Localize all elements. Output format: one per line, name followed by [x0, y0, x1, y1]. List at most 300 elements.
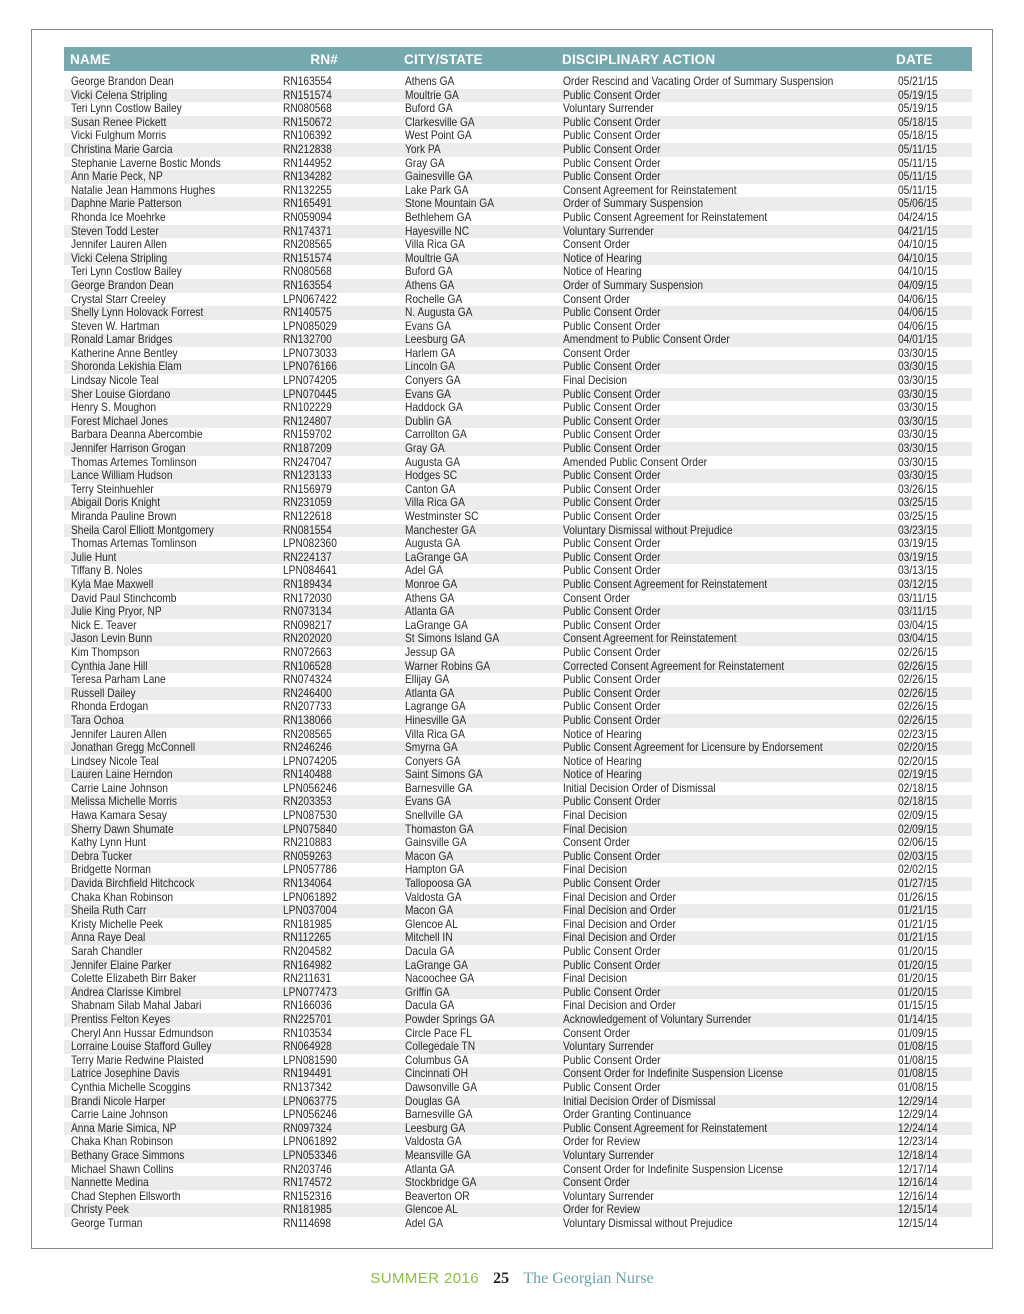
cell-name-text: Barbara Deanna Abercombie	[71, 428, 203, 442]
cell-name-text: Cynthia Michelle Scoggins	[71, 1080, 191, 1094]
cell-date-text: 03/11/15	[898, 591, 937, 605]
cell-city-state-text: LaGrange GA	[405, 958, 468, 972]
cell-name	[64, 1149, 276, 1163]
cell-date-text: 04/06/15	[898, 306, 938, 320]
cell-name-text: Carrie Laine Johnson	[71, 1108, 168, 1122]
cell-name	[64, 1176, 276, 1190]
cell-name	[64, 782, 276, 796]
cell-action-text: Public Consent Order	[563, 877, 661, 891]
cell-date	[894, 714, 972, 728]
cell-rn-text: RN059094	[283, 210, 332, 224]
cell-action-text: Public Consent Order	[563, 537, 661, 551]
cell-rn-text: LPN061892	[283, 1135, 337, 1149]
cell-city-state-text: Leesburg GA	[405, 333, 466, 347]
cell-city-state-text: Augusta GA	[405, 455, 461, 469]
cell-action	[556, 537, 894, 551]
cell-rn-text: RN187209	[283, 442, 332, 456]
cell-name	[64, 197, 276, 211]
cell-date	[894, 75, 972, 89]
cell-city-state	[398, 809, 556, 823]
cell-date-text: 02/18/15	[898, 795, 938, 809]
table-row	[64, 904, 972, 918]
cell-city-state	[398, 823, 556, 837]
cell-name-text: Jennifer Lauren Allen	[71, 238, 167, 252]
cell-date	[894, 1122, 972, 1136]
cell-name	[64, 945, 276, 959]
cell-date	[894, 660, 972, 674]
cell-city-state	[398, 1122, 556, 1136]
cell-rn-text: RN172030	[283, 591, 332, 605]
cell-rn	[276, 1027, 398, 1041]
table-row	[64, 673, 972, 687]
cell-rn	[276, 877, 398, 891]
cell-name-text: Ann Marie Peck, NP	[71, 170, 163, 184]
cell-name	[64, 1122, 276, 1136]
cell-name	[64, 891, 276, 905]
cell-action	[556, 102, 894, 116]
cell-rn	[276, 333, 398, 347]
cell-rn	[276, 850, 398, 864]
cell-rn-text: RN122618	[283, 510, 332, 523]
cell-name	[64, 619, 276, 633]
footer-season: SUMMER 2016	[370, 1270, 479, 1287]
table-row	[64, 347, 972, 361]
table-row	[64, 1027, 972, 1041]
cell-rn	[276, 170, 398, 184]
cell-action-text: Final Decision	[563, 374, 628, 388]
cell-city-state-text: Dublin GA	[405, 414, 452, 428]
cell-action	[556, 129, 894, 143]
cell-date-text: 04/06/15	[898, 319, 938, 333]
header-date: DATE	[894, 47, 972, 71]
cell-name-text: Melissa Michelle Morris	[71, 795, 178, 809]
cell-date	[894, 564, 972, 578]
cell-city-state	[398, 1081, 556, 1095]
cell-name	[64, 524, 276, 538]
cell-city-state-text: Moultrie GA	[405, 251, 459, 265]
cell-name-text: Vicki Fulghum Morris	[71, 129, 167, 143]
cell-city-state-text: Hodges SC	[405, 469, 458, 483]
cell-city-state	[398, 524, 556, 538]
cell-date-text: 04/09/15	[898, 278, 938, 292]
cell-action-text: Public Consent Order	[563, 428, 661, 442]
cell-rn	[276, 510, 398, 524]
cell-date	[894, 333, 972, 347]
cell-rn	[276, 646, 398, 660]
table-row	[64, 469, 972, 483]
cell-date	[894, 700, 972, 714]
cell-date-text: 01/20/15	[898, 972, 938, 986]
cell-city-state	[398, 551, 556, 565]
cell-rn-text: RN140488	[283, 768, 332, 782]
cell-rn-text: RN203746	[283, 1162, 332, 1176]
cell-date-text: 05/21/15	[898, 75, 938, 88]
cell-date-text: 01/21/15	[898, 917, 938, 931]
cell-name	[64, 700, 276, 714]
cell-action-text: Consent Order	[563, 238, 630, 252]
cell-name	[64, 1108, 276, 1122]
cell-name	[64, 102, 276, 116]
table-row	[64, 197, 972, 211]
cell-date	[894, 442, 972, 456]
cell-name-text: Kathy Lynn Hunt	[71, 836, 147, 850]
cell-action-text: Final Decision	[563, 822, 628, 836]
cell-city-state-text: Columbus GA	[405, 1053, 469, 1067]
cell-action	[556, 782, 894, 796]
cell-date	[894, 1149, 972, 1163]
table-row	[64, 646, 972, 660]
cell-name-text: Bethany Grace Simmons	[71, 1148, 185, 1162]
cell-date	[894, 578, 972, 592]
cell-date	[894, 1135, 972, 1149]
cell-name-text: Forest Michael Jones	[71, 414, 168, 428]
cell-name-text: Crystal Starr Creeley	[71, 292, 166, 306]
cell-rn	[276, 211, 398, 225]
cell-rn-text: RN134282	[283, 170, 332, 184]
cell-city-state-text: Athens GA	[405, 278, 455, 292]
table-row	[64, 333, 972, 347]
cell-action	[556, 1122, 894, 1136]
cell-rn-text: LPN075840	[283, 822, 337, 836]
cell-city-state-text: Buford GA	[405, 265, 453, 279]
cell-rn-text: RN132700	[283, 333, 332, 347]
cell-date	[894, 1190, 972, 1204]
cell-action	[556, 918, 894, 932]
cell-action	[556, 143, 894, 157]
cell-action	[556, 1135, 894, 1149]
cell-city-state-text: Rochelle GA	[405, 292, 463, 306]
cell-action-text: Consent Order for Indefinite Suspension License	[563, 1162, 784, 1176]
cell-rn	[276, 374, 398, 388]
cell-name-text: Andrea Clarisse Kimbrel	[71, 985, 182, 999]
cell-action	[556, 850, 894, 864]
cell-rn-text: RN174572	[283, 1176, 332, 1190]
cell-date	[894, 170, 972, 184]
cell-city-state-text: Westminster SC	[405, 510, 479, 523]
cell-action	[556, 225, 894, 239]
cell-date-text: 05/11/15	[898, 142, 937, 156]
cell-date	[894, 972, 972, 986]
cell-rn-text: RN174371	[283, 224, 332, 238]
cell-date-text: 04/06/15	[898, 292, 938, 306]
cell-name	[64, 660, 276, 674]
cell-name-text: Steven Todd Lester	[71, 224, 159, 238]
cell-action	[556, 605, 894, 619]
cell-name	[64, 1163, 276, 1177]
cell-rn-text: LPN056246	[283, 1108, 337, 1122]
cell-rn	[276, 687, 398, 701]
cell-name-text: Russell Dailey	[71, 686, 136, 700]
cell-action-text: Public Consent Agreement for Reinstatement	[563, 577, 768, 591]
cell-date-text: 05/11/15	[898, 156, 937, 170]
table-row	[64, 170, 972, 184]
cell-rn-text: RN246246	[283, 741, 332, 755]
cell-rn	[276, 728, 398, 742]
cell-date-text: 01/20/15	[898, 985, 938, 999]
cell-city-state	[398, 863, 556, 877]
cell-date-text: 03/30/15	[898, 455, 938, 469]
cell-city-state	[398, 89, 556, 103]
cell-name	[64, 1190, 276, 1204]
cell-date	[894, 551, 972, 565]
cell-action	[556, 619, 894, 633]
cell-action-text: Public Consent Order	[563, 985, 661, 999]
cell-date-text: 02/26/15	[898, 659, 938, 673]
cell-name	[64, 850, 276, 864]
cell-action-text: Consent Order	[563, 346, 630, 360]
cell-rn	[276, 564, 398, 578]
cell-name	[64, 415, 276, 429]
cell-rn	[276, 945, 398, 959]
header-name: NAME	[64, 47, 276, 71]
cell-date-text: 03/23/15	[898, 523, 938, 537]
cell-city-state-text: St Simons Island GA	[405, 632, 500, 646]
cell-action	[556, 1149, 894, 1163]
cell-date-text: 04/21/15	[898, 224, 938, 238]
cell-action-text: Public Consent Agreement for Reinstatement	[563, 210, 768, 224]
cell-date-text: 01/09/15	[898, 1026, 938, 1040]
cell-date-text: 12/17/14	[898, 1162, 938, 1176]
table-row	[64, 795, 972, 809]
cell-name	[64, 456, 276, 470]
cell-action	[556, 184, 894, 198]
cell-action	[556, 116, 894, 130]
cell-action	[556, 891, 894, 905]
cell-action-text: Public Consent Order	[563, 618, 661, 632]
cell-date	[894, 306, 972, 320]
cell-name-text: Tara Ochoa	[71, 713, 124, 727]
cell-action	[556, 1190, 894, 1204]
cell-name	[64, 170, 276, 184]
cell-rn	[276, 238, 398, 252]
cell-rn	[276, 1095, 398, 1109]
cell-rn	[276, 1013, 398, 1027]
cell-action-text: Public Consent Order	[563, 142, 661, 156]
cell-date	[894, 1176, 972, 1190]
cell-action	[556, 687, 894, 701]
cell-city-state	[398, 374, 556, 388]
cell-rn-text: RN163554	[283, 75, 332, 88]
cell-rn-text: RN098217	[283, 618, 332, 632]
cell-action	[556, 320, 894, 334]
cell-action	[556, 1027, 894, 1041]
cell-action	[556, 999, 894, 1013]
cell-rn-text: RN203353	[283, 795, 332, 809]
cell-city-state	[398, 75, 556, 89]
cell-name	[64, 687, 276, 701]
cell-rn-text: RN194491	[283, 1067, 332, 1081]
cell-rn	[276, 660, 398, 674]
cell-action	[556, 945, 894, 959]
cell-name	[64, 401, 276, 415]
cell-name	[64, 265, 276, 279]
cell-rn	[276, 456, 398, 470]
cell-name	[64, 279, 276, 293]
cell-rn	[276, 252, 398, 266]
cell-city-state	[398, 1217, 556, 1231]
cell-action	[556, 333, 894, 347]
cell-name	[64, 469, 276, 483]
cell-rn	[276, 388, 398, 402]
cell-rn-text: LPN067422	[283, 292, 337, 306]
cell-city-state-text: Collegedale TN	[405, 1040, 476, 1054]
cell-city-state	[398, 891, 556, 905]
cell-city-state-text: Bethlehem GA	[405, 210, 472, 224]
cell-city-state-text: Atlanta GA	[405, 605, 455, 619]
cell-name-text: Terry Marie Redwine Plaisted	[71, 1053, 204, 1067]
cell-date	[894, 89, 972, 103]
cell-name	[64, 673, 276, 687]
cell-date-text: 12/23/14	[898, 1135, 938, 1149]
cell-name	[64, 592, 276, 606]
cell-rn-text: RN081554	[283, 523, 332, 537]
cell-date-text: 02/19/15	[898, 768, 938, 782]
cell-name-text: Lindsey Nicole Teal	[71, 754, 159, 768]
cell-date-text: 04/10/15	[898, 265, 938, 279]
cell-city-state	[398, 1040, 556, 1054]
cell-rn-text: RN159702	[283, 428, 332, 442]
cell-action-text: Voluntary Surrender	[563, 102, 654, 116]
cell-date-text: 03/25/15	[898, 496, 938, 510]
cell-name-text: Teri Lynn Costlow Bailey	[71, 265, 182, 279]
cell-date	[894, 116, 972, 130]
cell-rn-text: RN124807	[283, 414, 332, 428]
cell-action	[556, 1163, 894, 1177]
cell-date	[894, 728, 972, 742]
table-row	[64, 863, 972, 877]
cell-city-state-text: Dawsonville GA	[405, 1080, 478, 1094]
cell-name	[64, 918, 276, 932]
table-row	[64, 700, 972, 714]
cell-rn	[276, 116, 398, 130]
cell-city-state-text: Lake Park GA	[405, 183, 469, 197]
cell-name	[64, 428, 276, 442]
cell-date	[894, 863, 972, 877]
cell-date	[894, 320, 972, 334]
cell-name	[64, 741, 276, 755]
cell-name-text: Teri Lynn Costlow Bailey	[71, 102, 182, 116]
cell-date-text: 02/18/15	[898, 781, 938, 795]
cell-date	[894, 293, 972, 307]
cell-date-text: 04/01/15	[898, 333, 938, 347]
cell-action-text: Order Granting Continuance	[563, 1108, 692, 1122]
cell-rn	[276, 1108, 398, 1122]
cell-name-text: Katherine Anne Bentley	[71, 346, 178, 360]
cell-action-text: Public Consent Order	[563, 401, 661, 415]
cell-name	[64, 537, 276, 551]
cell-date-text: 02/03/15	[898, 849, 938, 863]
cell-date-text: 01/26/15	[898, 890, 938, 904]
cell-action-text: Public Consent Order	[563, 496, 661, 510]
cell-action	[556, 959, 894, 973]
cell-action-text: Final Decision and Order	[563, 999, 676, 1013]
cell-action-text: Initial Decision Order of Dismissal	[563, 781, 716, 795]
cell-rn-text: RN164982	[283, 958, 332, 972]
table-row	[64, 564, 972, 578]
cell-city-state-text: Barnesville GA	[405, 1108, 473, 1122]
cell-rn-text: LPN077473	[283, 985, 337, 999]
cell-name	[64, 225, 276, 239]
cell-rn-text: RN247047	[283, 455, 332, 469]
table-row	[64, 388, 972, 402]
cell-rn-text: RN080568	[283, 265, 332, 279]
cell-date-text: 03/30/15	[898, 401, 938, 415]
cell-name-text: Prentiss Felton Keyes	[71, 1012, 171, 1026]
cell-rn-text: RN073134	[283, 605, 332, 619]
cell-name	[64, 293, 276, 307]
cell-rn-text: LPN070445	[283, 387, 337, 401]
cell-date	[894, 225, 972, 239]
cell-city-state	[398, 646, 556, 660]
cell-city-state	[398, 714, 556, 728]
cell-date	[894, 252, 972, 266]
cell-city-state-text: Conyers GA	[405, 754, 461, 768]
cell-name-text: Chaka Khan Robinson	[71, 890, 174, 904]
cell-rn	[276, 483, 398, 497]
cell-date-text: 03/30/15	[898, 387, 938, 401]
cell-action-text: Public Consent Order	[563, 115, 661, 129]
cell-city-state-text: Manchester GA	[405, 523, 476, 537]
cell-date-text: 12/15/14	[898, 1203, 938, 1217]
cell-name-text: Cheryl Ann Hussar Edmundson	[71, 1026, 214, 1040]
cell-action-text: Public Consent Order	[563, 713, 661, 727]
cell-action	[556, 265, 894, 279]
cell-action	[556, 714, 894, 728]
cell-city-state-text: Hampton GA	[405, 863, 464, 877]
cell-name	[64, 184, 276, 198]
cell-date-text: 02/26/15	[898, 645, 938, 659]
cell-city-state	[398, 999, 556, 1013]
cell-action	[556, 646, 894, 660]
cell-name	[64, 999, 276, 1013]
cell-name	[64, 931, 276, 945]
table-row	[64, 592, 972, 606]
cell-rn-text: LPN085029	[283, 319, 337, 333]
cell-name	[64, 836, 276, 850]
cell-date	[894, 388, 972, 402]
cell-date	[894, 1217, 972, 1231]
table-row	[64, 252, 972, 266]
table-row	[64, 1203, 972, 1217]
cell-action	[556, 401, 894, 415]
cell-city-state	[398, 143, 556, 157]
cell-name	[64, 388, 276, 402]
cell-action-text: Final Decision and Order	[563, 931, 676, 945]
cell-name-text: Steven W. Hartman	[71, 319, 160, 333]
cell-name-text: David Paul Stinchcomb	[71, 591, 177, 605]
cell-city-state	[398, 1067, 556, 1081]
cell-date	[894, 755, 972, 769]
cell-name	[64, 795, 276, 809]
cell-date-text: 02/20/15	[898, 754, 938, 768]
cell-rn-text: RN231059	[283, 496, 332, 510]
cell-name-text: Julie King Pryor, NP	[71, 605, 162, 619]
cell-city-state	[398, 442, 556, 456]
cell-date	[894, 374, 972, 388]
cell-city-state	[398, 1176, 556, 1190]
cell-date-text: 02/26/15	[898, 673, 938, 687]
cell-rn	[276, 741, 398, 755]
cell-action-text: Notice of Hearing	[563, 265, 642, 279]
cell-city-state-text: Carrollton GA	[405, 428, 467, 442]
cell-rn	[276, 578, 398, 592]
cell-city-state	[398, 986, 556, 1000]
cell-city-state-text: Evans GA	[405, 319, 451, 333]
cell-city-state-text: LaGrange GA	[405, 550, 468, 564]
cell-action	[556, 89, 894, 103]
cell-date-text: 03/30/15	[898, 428, 938, 442]
table-row	[64, 211, 972, 225]
